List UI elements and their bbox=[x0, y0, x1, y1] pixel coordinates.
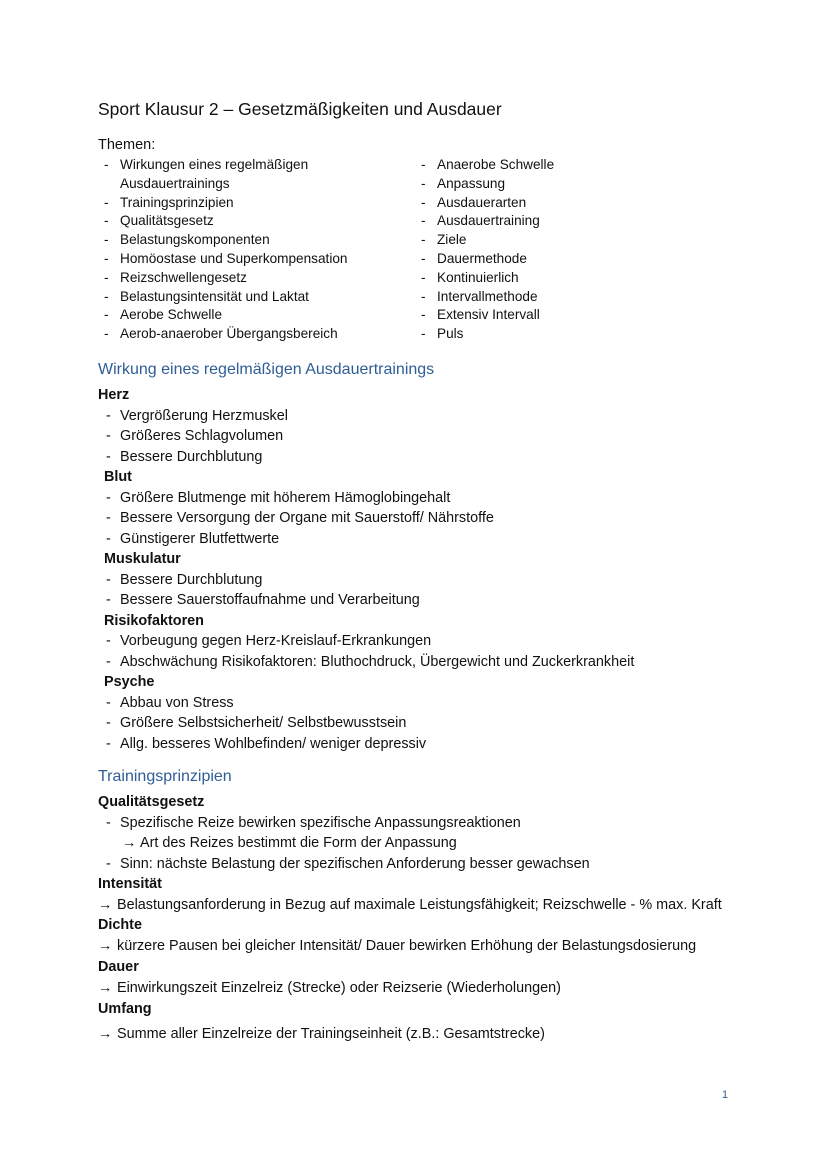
list-item: - Abschwächung Risikofaktoren: Bluthochdruck, Übergewicht und Zuckerkrankheit bbox=[98, 652, 738, 673]
themen-item: - Puls bbox=[421, 325, 641, 344]
document-title: Sport Klausur 2 – Gesetzmäßigkeiten und Ausdauer bbox=[98, 99, 502, 119]
list-item: - Spezifische Reize bewirken spezifische Anpassungsreaktionen bbox=[98, 813, 738, 834]
arrow-text: → kürzere Pausen bei gleicher Intensität/ Dauer bewirken Erhöhung der Belastungsdosierung bbox=[98, 936, 738, 957]
subheading-blut: Blut bbox=[104, 469, 132, 485]
list-item: - Günstigerer Blutfettwerte bbox=[98, 529, 738, 550]
list-item: - Größeres Schlagvolumen bbox=[98, 426, 738, 447]
subheading-dichte: Dichte bbox=[98, 917, 142, 933]
list-item: - Größere Blutmenge mit höherem Hämoglobingehalt bbox=[98, 488, 738, 509]
subheading-herz: Herz bbox=[98, 387, 130, 403]
themen-item: - Trainingsprinzipien bbox=[104, 194, 404, 213]
themen-item: - Ausdauertraining bbox=[421, 212, 641, 231]
themen-item: - Anpassung bbox=[421, 175, 641, 194]
section-heading-trainingsprinzipien: Trainingsprinzipien bbox=[98, 768, 232, 785]
themen-list-right bbox=[421, 156, 641, 344]
subheading-qualitaetsgesetz: Qualitätsgesetz bbox=[98, 794, 205, 810]
trainingsprinzipien-section bbox=[98, 792, 738, 1044]
subheading-intensitaet: Intensität bbox=[98, 876, 162, 892]
list-item: - Vorbeugung gegen Herz-Kreislauf-Erkrankungen bbox=[98, 631, 738, 652]
list-item: - Vergrößerung Herzmuskel bbox=[98, 406, 738, 427]
subheading-dauer: Dauer bbox=[98, 959, 139, 975]
themen-item: - Dauermethode bbox=[421, 250, 641, 269]
arrow-text: → Summe aller Einzelreize der Trainingseinheit (z.B.: Gesamtstrecke) bbox=[98, 1024, 738, 1045]
list-item: - Bessere Sauerstoffaufnahme und Verarbeitung bbox=[98, 590, 738, 611]
themen-item: - Kontinuierlich bbox=[421, 269, 641, 288]
arrow-text: → Einwirkungszeit Einzelreiz (Strecke) oder Reizserie (Wiederholungen) bbox=[98, 978, 738, 999]
themen-item-continuation: Ausdauertrainings bbox=[120, 175, 230, 191]
themen-item: - Qualitätsgesetz bbox=[104, 212, 404, 231]
wirkung-section bbox=[98, 385, 738, 754]
themen-item: - Aerob-anaerober Übergangsbereich bbox=[104, 325, 404, 344]
arrow-item: → Art des Reizes bestimmt die Form der Anpassung bbox=[98, 833, 738, 854]
page-number: 1 bbox=[722, 1089, 729, 1101]
section-heading-wirkung: Wirkung eines regelmäßigen Ausdauertrainings bbox=[98, 361, 435, 378]
themen-item: - Extensiv Intervall bbox=[421, 306, 641, 325]
themen-item: - Wirkungen eines regelmäßigen bbox=[104, 156, 404, 175]
themen-label: Themen: bbox=[98, 137, 156, 153]
list-item: - Bessere Durchblutung bbox=[98, 447, 738, 468]
subheading-psyche: Psyche bbox=[104, 674, 155, 690]
list-item: - Größere Selbstsicherheit/ Selbstbewusstsein bbox=[98, 713, 738, 734]
subheading-risikofaktoren: Risikofaktoren bbox=[104, 612, 204, 629]
themen-item: - Homöostase und Superkompensation bbox=[104, 250, 404, 269]
arrow-text: → Belastungsanforderung in Bezug auf maximale Leistungsfähigkeit; Reizschwelle - % max. Kraft bbox=[98, 895, 738, 916]
list-item: - Abbau von Stress bbox=[98, 693, 738, 714]
themen-item: - Belastungskomponenten bbox=[104, 231, 404, 250]
themen-item: - Aerobe Schwelle bbox=[104, 306, 404, 325]
list-item: - Allg. besseres Wohlbefinden/ weniger depressiv bbox=[98, 734, 738, 755]
themen-list-left bbox=[104, 156, 404, 344]
themen-item: - Reizschwellengesetz bbox=[104, 269, 404, 288]
themen-item: - Ziele bbox=[421, 231, 641, 250]
themen-item: - Ausdauerarten bbox=[421, 194, 641, 213]
list-item: - Bessere Durchblutung bbox=[98, 570, 738, 591]
list-item: - Sinn: nächste Belastung der spezifischen Anforderung besser gewachsen bbox=[98, 854, 738, 875]
themen-item: - Anaerobe Schwelle bbox=[421, 156, 641, 175]
themen-item: - Intervallmethode bbox=[421, 288, 641, 307]
subheading-umfang: Umfang bbox=[98, 1001, 152, 1017]
themen-item: - Belastungsintensität und Laktat bbox=[104, 288, 404, 307]
subheading-muskulatur: Muskulatur bbox=[104, 551, 181, 567]
list-item: - Bessere Versorgung der Organe mit Sauerstoff/ Nährstoffe bbox=[98, 508, 738, 529]
